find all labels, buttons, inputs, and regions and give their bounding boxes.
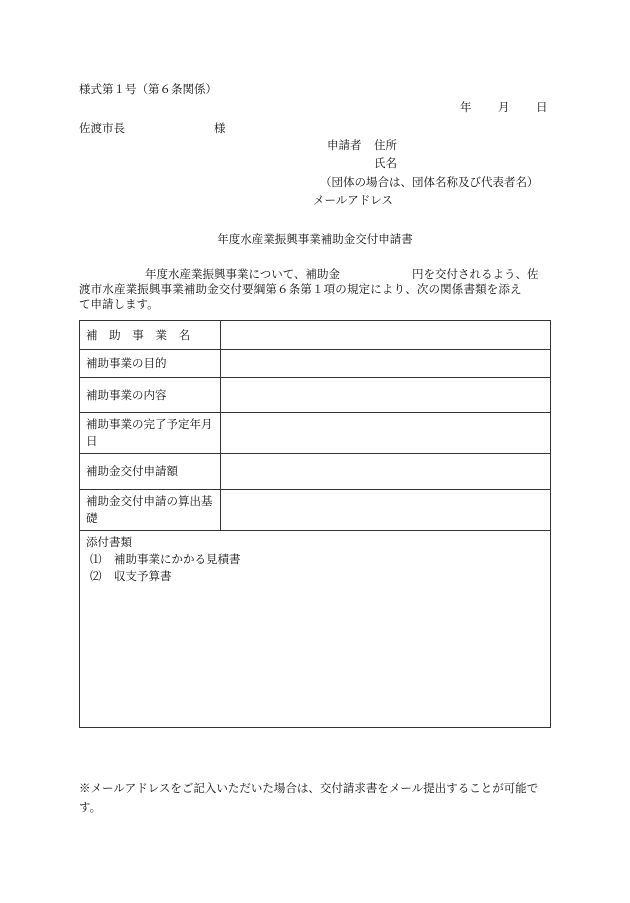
row-label-completion-date: 補助事業の完了予定年月日 [80,413,221,454]
date-day: 日 [536,100,548,114]
footer-note: ※メールアドレスをご記入いただいた場合は、交付請求書をメール提出することが可能です。 [79,781,539,814]
row-value-purpose[interactable] [221,350,551,378]
addressee-suffix: 様 [214,121,226,135]
applicant-name-label: 氏名 [374,156,397,170]
row-label-amount: 補助金交付申請額 [80,454,221,490]
row-value-content[interactable] [221,378,551,413]
applicant-org-note: （団体の場合は、団体名称及び代表者名） [320,175,539,189]
table-row [80,321,551,350]
row-value-calculation-basis[interactable] [221,490,551,531]
table-row [80,378,551,413]
attachment-item [86,568,544,585]
applicant-address-label: 住所 [374,138,397,152]
attachment-text: 収支予算書 [114,569,172,583]
attachment-item [86,551,544,568]
applicant-email-label: メールアドレス [313,193,393,207]
addressee [79,121,226,135]
table-row [80,350,551,378]
application-table [79,320,551,728]
table-row [80,531,551,728]
table-row [80,413,551,454]
attachments-cell [80,531,551,728]
request-body [79,267,551,312]
row-label-calculation-basis: 補助金交付申請の算出基礎 [80,490,221,531]
form-number: 様式第１号（第６条関係） [79,82,217,96]
addressee-name: 佐渡市長 [79,121,125,135]
body-line2: 渡市水産業振興事業補助金交付要綱第６条第１項の規定により、次の関係書類を添え [79,282,522,296]
body-line1-b: 円を交付されるよう、佐 [412,267,539,281]
row-label-purpose: 補助事業の目的 [80,350,221,378]
applicant-label: 申請者 [327,138,362,152]
attachment-text: 補助事業にかかる見積書 [114,552,241,566]
attachment-num: ⑴ [90,552,102,566]
table-row [80,454,551,490]
attachment-num: ⑵ [90,569,102,583]
date-year: 年 [460,100,472,114]
row-label-project-name: 補 助 事 業 名 [80,321,221,350]
document-title: 年度水産業振興事業補助金交付申請書 [217,232,413,246]
attachments-heading: 添付書類 [86,535,132,549]
row-label-content: 補助事業の内容 [80,378,221,413]
row-value-completion-date[interactable] [221,413,551,454]
body-line1-a: 年度水産業振興事業について、補助金 [145,267,341,281]
row-value-amount[interactable] [221,454,551,490]
date-month: 月 [498,100,510,114]
table-row [80,490,551,531]
body-line3: て申請します。 [79,297,159,311]
row-value-project-name[interactable] [221,321,551,350]
